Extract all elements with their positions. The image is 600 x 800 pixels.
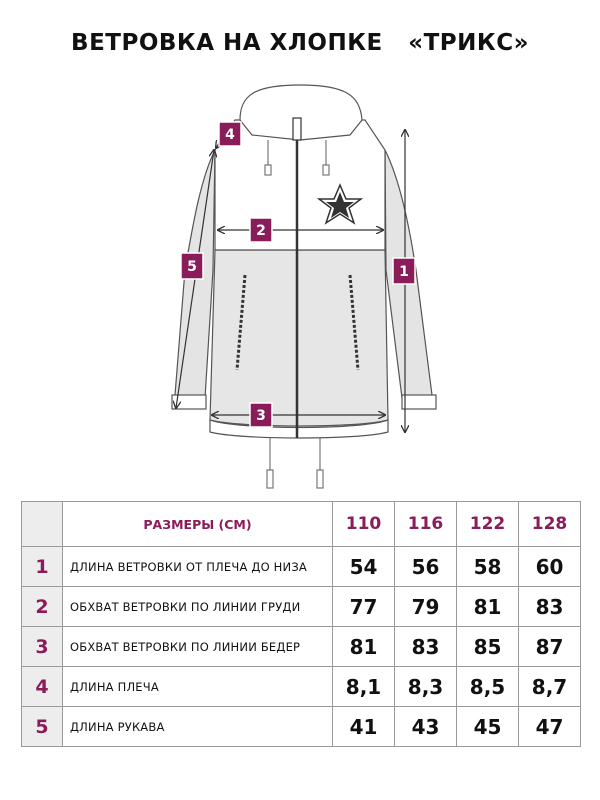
row-number: 5 (22, 707, 63, 747)
value-cell: 58 (457, 547, 519, 587)
row-number: 2 (22, 587, 63, 627)
callout-4-label: 4 (225, 127, 235, 143)
callout-5-label: 5 (187, 259, 197, 275)
value-cell: 56 (395, 547, 457, 587)
callout-3 (250, 403, 272, 427)
table-row (22, 547, 581, 587)
jacket-drawing (172, 85, 436, 488)
value-cell: 43 (395, 707, 457, 747)
zipper-pull (293, 118, 301, 140)
size-header-110: 110 (333, 502, 395, 547)
row-number: 1 (22, 547, 63, 587)
value-cell: 8,5 (457, 667, 519, 707)
callout-1-label: 1 (399, 264, 409, 280)
value-cell: 85 (457, 627, 519, 667)
value-cell: 54 (333, 547, 395, 587)
sizes-header-label: РАЗМЕРЫ (СМ) (63, 502, 333, 547)
value-cell: 83 (519, 587, 581, 627)
callout-2-label: 2 (256, 223, 266, 239)
right-cuff (402, 395, 436, 409)
callout-4 (219, 122, 241, 146)
value-cell: 60 (519, 547, 581, 587)
value-cell: 41 (333, 707, 395, 747)
callout-3-label: 3 (256, 408, 266, 424)
value-cell: 81 (333, 627, 395, 667)
row-label: ДЛИНА ПЛЕЧА (63, 667, 333, 707)
value-cell: 8,1 (333, 667, 395, 707)
callout-1 (393, 258, 415, 284)
callout-5 (181, 253, 203, 279)
size-table (21, 501, 581, 747)
page-title: ВЕТРОВКА НА ХЛОПКЕ «ТРИКС» (71, 30, 529, 56)
value-cell: 8,7 (519, 667, 581, 707)
size-header-116: 116 (395, 502, 457, 547)
value-cell: 47 (519, 707, 581, 747)
table-row (22, 587, 581, 627)
size-header-122: 122 (457, 502, 519, 547)
value-cell: 8,3 (395, 667, 457, 707)
value-cell: 77 (333, 587, 395, 627)
value-cell: 45 (457, 707, 519, 747)
jacket-body-lower (210, 250, 388, 426)
row-label: ДЛИНА РУКАВА (63, 707, 333, 747)
row-label: ОБХВАТ ВЕТРОВКИ ПО ЛИНИИ БЕДЕР (63, 627, 333, 667)
row-label: ОБХВАТ ВЕТРОВКИ ПО ЛИНИИ ГРУДИ (63, 587, 333, 627)
size-header-128: 128 (519, 502, 581, 547)
table-row (22, 667, 581, 707)
value-cell: 87 (519, 627, 581, 667)
value-cell: 83 (395, 627, 457, 667)
callout-2 (250, 218, 272, 242)
row-number: 3 (22, 627, 63, 667)
header-corner-cell (22, 502, 63, 547)
table-row (22, 707, 581, 747)
value-cell: 81 (457, 587, 519, 627)
value-cell: 79 (395, 587, 457, 627)
size-table-header (22, 502, 581, 547)
table-row (22, 627, 581, 667)
row-number: 4 (22, 667, 63, 707)
row-label: ДЛИНА ВЕТРОВКИ ОТ ПЛЕЧА ДО НИЗА (63, 547, 333, 587)
